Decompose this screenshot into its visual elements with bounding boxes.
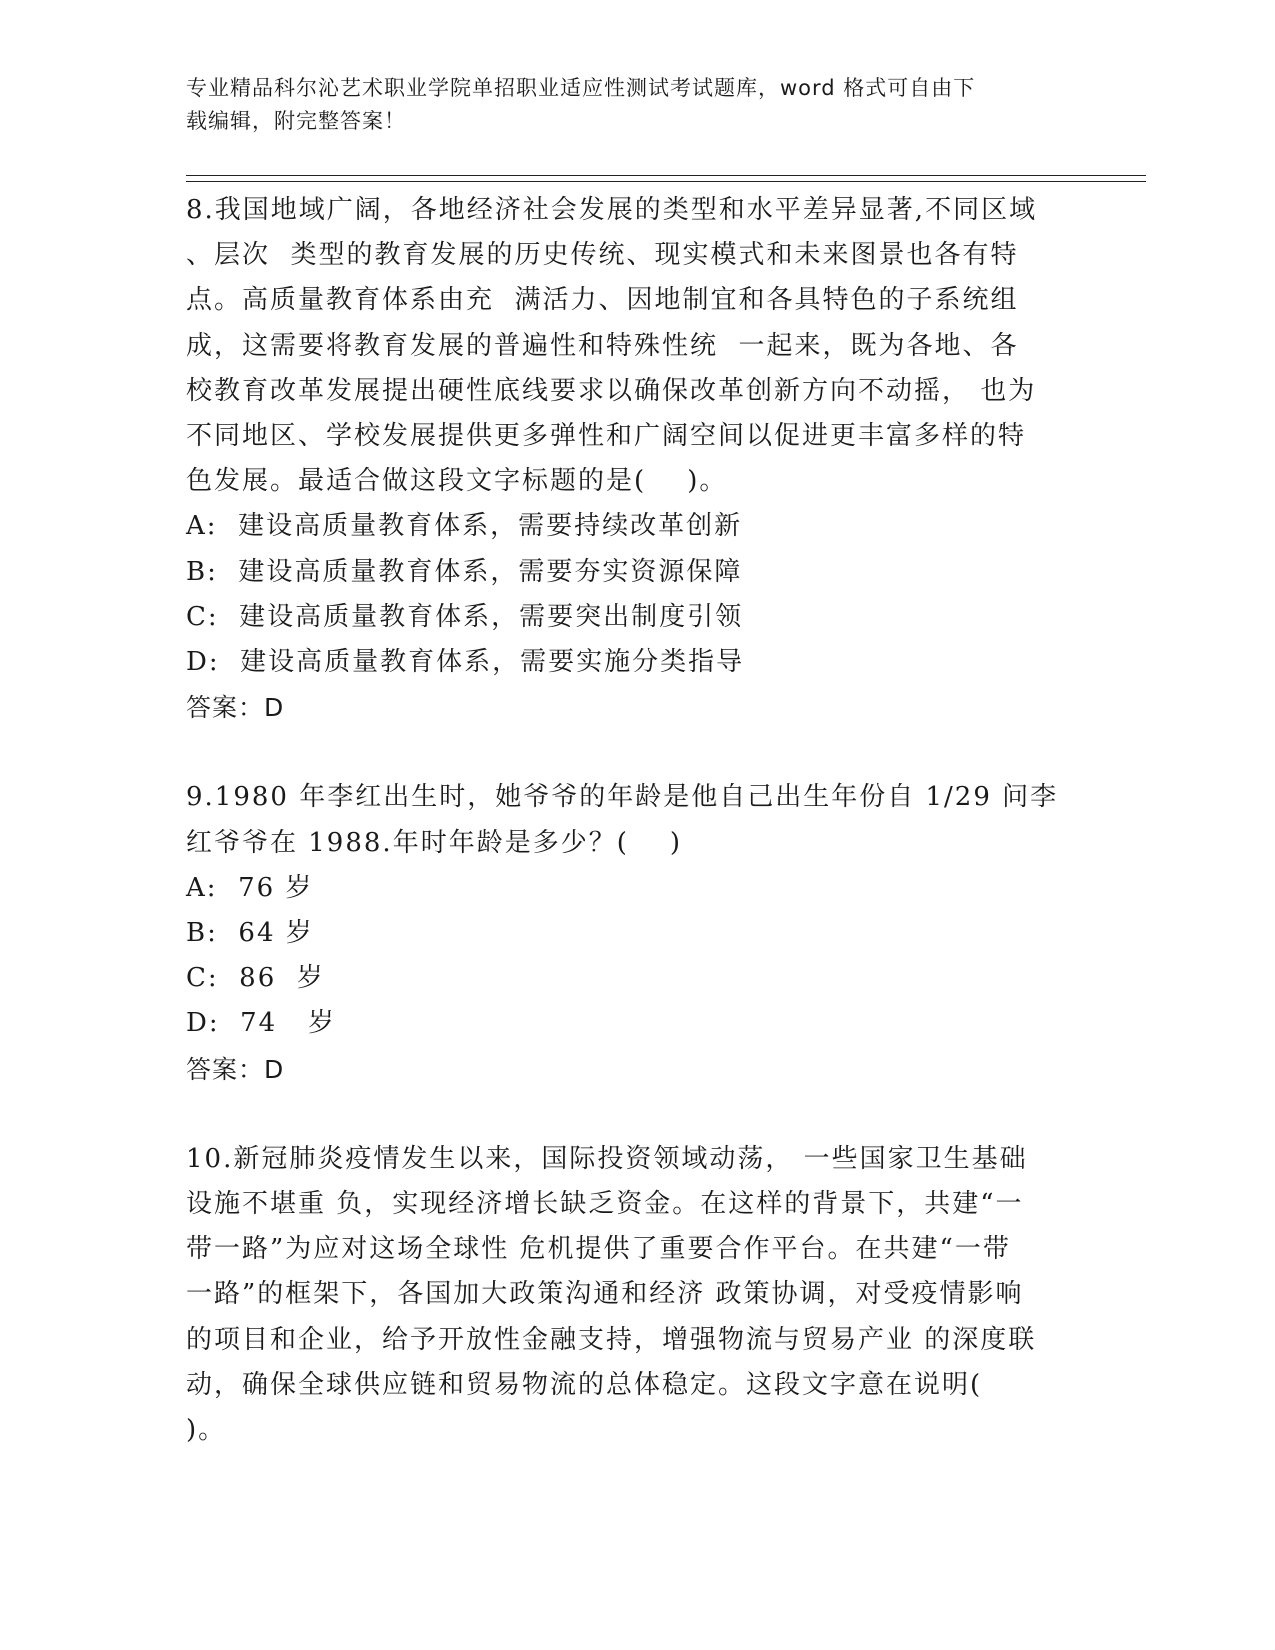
question-line: 点。高质量教育体系由充 满活力、因地制宜和各具特色的子系统组 <box>186 285 1019 316</box>
option-a: A: 建设高质量教育体系，需要持续改革创新 <box>186 511 743 542</box>
option-c: C: 86 岁 <box>186 963 325 994</box>
question-line: 带一路”为应对这场全球性 危机提供了重要合作平台。在共建“一带 <box>186 1234 1011 1265</box>
question-line: 校教育改革发展提出硬性底线要求以确保改革创新方向不动摇， 也为 <box>186 375 1037 406</box>
option-b: B: 建设高质量教育体系，需要夯实资源保障 <box>186 556 743 587</box>
answer: 答案：D <box>186 1054 285 1084</box>
question-line: 动，确保全球供应链和贸易物流的总体稳定。这段文字意在说明( <box>186 1369 983 1400</box>
question-line: 不同地区、学校发展提供更多弹性和广阔空间以促进更丰富多样的特 <box>186 421 1027 452</box>
question-8 <box>186 188 1086 730</box>
spacer <box>186 730 1086 775</box>
option-d: D: 建设高质量教育体系，需要实施分类指导 <box>186 647 745 678</box>
answer: 答案：D <box>186 693 285 723</box>
question-line: 、层次 类型的教育发展的历史传统、现实模式和未来图景也各有特 <box>186 240 1019 271</box>
option-d: D: 74 岁 <box>186 1008 337 1039</box>
document-header <box>186 72 1066 138</box>
header-line-2: 载编辑，附完整答案！ <box>186 109 406 133</box>
question-line: 9.1980 年李红出生时，她爷爷的年龄是他自己出生年份自 1/29 问李 <box>186 782 1059 813</box>
question-9 <box>186 775 1086 1091</box>
header-rule-top <box>186 175 1146 176</box>
question-line: 成，这需要将教育发展的普遍性和特殊性统 一起来，既为各地、各 <box>186 330 1019 361</box>
question-line: 的项目和企业，给予开放性金融支持，增强物流与贸易产业 的深度联 <box>186 1324 1037 1355</box>
option-c: C: 建设高质量教育体系，需要突出制度引领 <box>186 601 744 632</box>
question-list <box>186 188 1086 1453</box>
question-line: 10.新冠肺炎疫情发生以来，国际投资领域动荡， 一些国家卫生基础 <box>186 1143 1028 1174</box>
question-line: 色发展。最适合做这段文字标题的是( )。 <box>186 466 728 497</box>
question-line: 红爷爷在 1988.年时年龄是多少？( ) <box>186 827 683 858</box>
spacer <box>186 1092 1086 1137</box>
option-a: A: 76 岁 <box>186 872 314 903</box>
question-line: 一路”的框架下，各国加大政策沟通和经济 政策协调，对受疫情影响 <box>186 1279 1024 1310</box>
question-line: 8.我国地域广阔，各地经济社会发展的类型和水平差异显著,不同区域 <box>186 195 1038 225</box>
option-b: B: 64 岁 <box>186 918 314 949</box>
question-line: 设施不堪重 负，实现经济增长缺乏资金。在这样的背景下，共建“一 <box>186 1189 1024 1220</box>
header-line-1: 专业精品科尔沁艺术职业学院单招职业适应性测试考试题库，word 格式可自由下 <box>186 76 976 100</box>
question-line: )。 <box>186 1415 227 1446</box>
question-10 <box>186 1137 1086 1453</box>
header-rule-bottom <box>186 181 1146 182</box>
